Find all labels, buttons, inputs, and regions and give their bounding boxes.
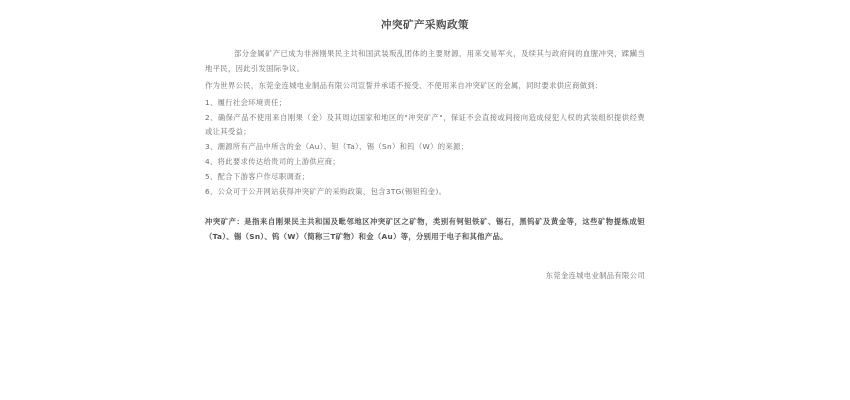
list-item: 6、公众可于公开网站获得冲突矿产的采购政策，包含3TG(锡钽钨金)。: [205, 187, 447, 197]
list-item: 5、配合下游客户作尽职调查；: [205, 172, 310, 182]
document-body: [205, 18, 645, 281]
list-item: 2、确保产品不使用来自刚果（金）及其周边国家和地区的"冲突矿产"，保证不会直接或间接向造成侵犯人权的武装组织提供经费或让其受益；: [205, 112, 645, 137]
conflict-minerals-definition: 冲突矿产：是指来自刚果民主共和国及毗邻地区冲突矿区之矿物，类别有钶钽铁矿、锡石，黑钨矿及黄金等，这些矿物提炼成钽（Ta）、锡（Sn）、钨（W）（简称三T矿物）和金（Au）等，分别用于电子和其他产品。: [205, 217, 645, 242]
section-divider: [205, 200, 645, 215]
requirements-list: [205, 96, 645, 201]
page-title: 冲突矿产采购政策: [381, 19, 469, 31]
list-item: 4、将此要求传达给贵司的上游供应商；: [205, 157, 340, 167]
intro-paragraph-2: 作为世界公民，东莞金连城电业制品有限公司宣誓并承诺不接受、不使用来自冲突矿区的金属，同时要求供应商做到：: [205, 80, 603, 90]
company-signature: 东莞金连城电业制品有限公司: [545, 271, 645, 281]
intro-paragraph-1: 部分金属矿产已成为非洲刚果民主共和国武装叛乱团体的主要财源，用来交易军火，及续其与政府间的血腥冲突，蹂躏当地平民，因此引发国际争议。: [205, 48, 645, 73]
list-item: 3、潮源所有产品中所含的金（Au）、钽（Ta）、锡（Sn）和钨（W）的来源；: [205, 142, 469, 152]
list-item: 1、履行社会环境责任；: [205, 97, 287, 107]
